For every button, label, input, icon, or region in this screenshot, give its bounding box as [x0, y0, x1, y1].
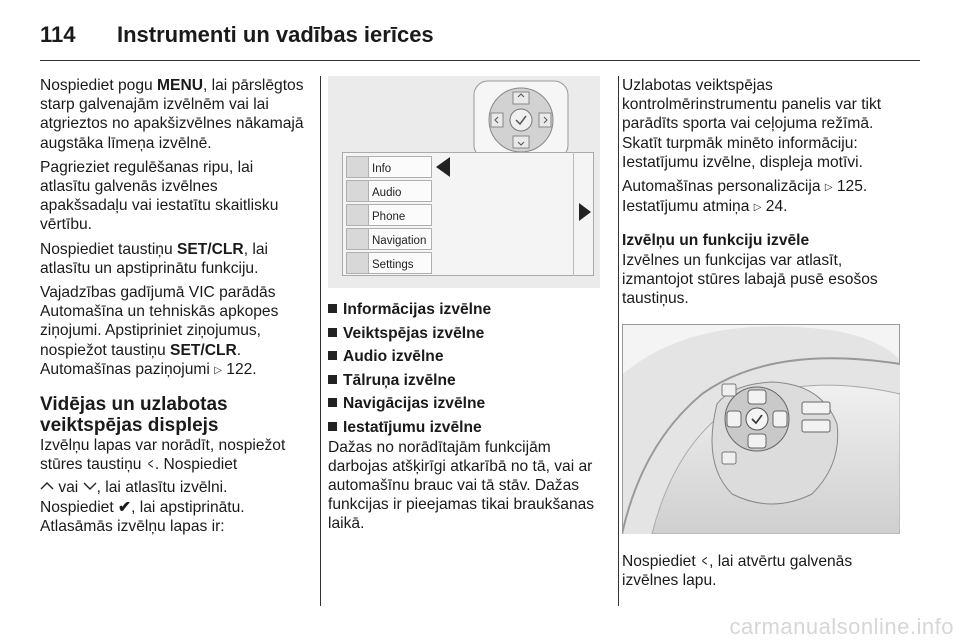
steering-wheel-controls-icon	[622, 324, 900, 534]
paragraph: Uzlabotas veiktspējas kontrolmērinstrumentu panelis var tikt parādīts sporta vai ceļojuma režīmā. Skatīt turpmāk minēto informāciju: Iestatījumu izvēlne, displeja motīvi.	[622, 77, 882, 171]
chevron-left-icon: <	[701, 553, 708, 571]
text: Izvēlņu lapas var norādīt, nospiežot stūres taustiņu	[40, 437, 286, 474]
column-middle	[328, 76, 608, 539]
text: Vajadzības gadījumā VIC parādās Automašīna un tehniskās apkopes ziņojumi. Apstipriniet ziņojumus, nospiežot taustiņu	[40, 284, 279, 359]
control-pad-icon	[473, 80, 569, 160]
list-item-text: Audio izvēlne	[343, 348, 444, 365]
column-divider	[618, 76, 619, 606]
list-item-text: Veiktspējas izvēlne	[343, 324, 485, 342]
text: , lai pārslēgtos starp galvenajām izvēlnēm vai lai atgrieztos no apakšizvēlnes nākamajā augstāka līmeņa izvēlnē.	[40, 77, 304, 152]
text: Automašīnas personalizācija	[622, 178, 825, 196]
subsection-heading: Izvēlņu un funkciju izvēle	[622, 232, 810, 250]
menu-display-figure	[328, 76, 600, 288]
text: . Nospiediet	[154, 456, 238, 474]
triangle-right-icon	[578, 202, 592, 222]
paragraph: Dažas no norādītajām funkcijām darbojas atšķirīgi atkarībā no tā, vai ar automašīnu brauc vai tā stāv. Dažas funkcijas ir pieejamas tikai braukšanas laikā.	[328, 438, 595, 533]
list-item-text: Tālruņa izvēlne	[343, 371, 456, 389]
chevron-left-icon: <	[147, 456, 154, 474]
chapter-title: Instrumenti un vadības ierīces	[117, 22, 434, 47]
text: Nospiediet taustiņu	[40, 240, 177, 258]
watermark: carmanualsonline.info	[729, 614, 954, 639]
paragraph: Pagrieziet regulēšanas ripu, lai atlasītu galvenās izvēlnes apakšsadaļu vai iestatītu skaitlisku vērtību.	[40, 158, 279, 234]
page-reference-icon: ▷	[753, 202, 762, 214]
menu-item-info[interactable]	[346, 156, 432, 178]
text: Iestatījumu atmiņa	[622, 198, 754, 216]
chevron-up-icon	[40, 481, 54, 491]
bullet-square-icon	[328, 422, 337, 431]
page-reference[interactable]: 125.	[836, 178, 868, 196]
column-left	[40, 76, 305, 541]
paragraph	[40, 498, 305, 517]
menu-item-audio[interactable]	[346, 180, 432, 202]
list-item	[328, 324, 608, 348]
menu-item-label: Navigation	[372, 235, 427, 247]
paragraph	[40, 76, 305, 153]
menu-button-label: MENU	[157, 77, 203, 94]
text: Automašīnas paziņojumi	[40, 360, 215, 378]
menu-item-label: Settings	[372, 259, 414, 271]
set-clr-label: SET/CLR	[176, 240, 244, 258]
list-item-text: Navigācijas izvēlne	[343, 395, 486, 412]
list-item	[328, 371, 608, 395]
paragraph	[40, 478, 305, 497]
set-clr-label: SET/CLR	[170, 341, 237, 359]
bullet-square-icon	[328, 351, 337, 360]
text: .	[236, 341, 242, 359]
music-icon	[347, 181, 369, 201]
text: Nospiediet pogu	[40, 77, 158, 94]
cross-reference	[622, 197, 912, 217]
paragraph	[622, 552, 912, 590]
bullet-square-icon	[328, 304, 337, 313]
text: vai	[54, 479, 83, 497]
text: , lai apstiprinātu.	[131, 498, 245, 516]
menu-item-label: Info	[372, 163, 392, 175]
info-icon	[347, 157, 369, 177]
page-number: 114	[40, 22, 76, 47]
steering-wheel-figure	[622, 324, 900, 534]
menu-list	[328, 300, 608, 438]
page-reference[interactable]: 122.	[226, 360, 257, 378]
cross-reference	[40, 360, 305, 380]
paragraph	[40, 436, 305, 474]
page-header	[40, 18, 920, 58]
bullet-square-icon	[328, 375, 337, 384]
chevron-down-icon	[83, 481, 97, 491]
paragraph	[40, 240, 305, 278]
text: Nospiediet	[40, 498, 119, 516]
list-item	[328, 418, 608, 438]
menu-item-settings[interactable]	[346, 252, 432, 274]
header-divider	[40, 60, 920, 61]
menu-item-phone[interactable]	[346, 204, 432, 226]
text: , lai atvērtu galvenās izvēlnes lapu.	[622, 553, 853, 590]
text: Nospiediet	[622, 553, 701, 571]
column-right	[622, 76, 912, 596]
paragraph	[40, 283, 305, 360]
navigation-icon	[347, 229, 369, 249]
list-item-text: Informācijas izvēlne	[343, 301, 492, 318]
settings-icon	[347, 253, 369, 273]
checkmark-icon: ✔	[118, 498, 132, 516]
list-item-text: Iestatījumu izvēlne	[343, 418, 482, 436]
menu-item-label: Audio	[372, 187, 402, 199]
triangle-left-icon	[435, 156, 451, 178]
list-item	[328, 394, 608, 418]
paragraph: Atlasāmās izvēlņu lapas ir:	[40, 517, 225, 535]
text: , lai atlasītu izvēlni.	[96, 479, 228, 497]
page-reference-icon: ▷	[824, 182, 833, 194]
list-item	[328, 300, 608, 324]
bullet-square-icon	[328, 328, 337, 337]
list-item	[328, 347, 608, 371]
menu-item-navigation[interactable]	[346, 228, 432, 250]
page-reference[interactable]: 24.	[765, 198, 788, 216]
text: , lai atlasītu un apstiprinātu funkciju.	[40, 240, 268, 277]
phone-icon	[347, 205, 369, 225]
page-reference-icon: ▷	[214, 364, 222, 376]
cross-reference	[622, 177, 912, 197]
menu-item-label: Phone	[372, 211, 406, 223]
paragraph: Izvēlnes un funkcijas var atlasīt, izmantojot stūres labajā pusē esošos taustiņus.	[622, 251, 878, 308]
section-heading: Vidējas un uzlabotas veiktspējas displejs	[40, 394, 228, 437]
menu-panel-divider	[573, 152, 574, 276]
bullet-square-icon	[328, 398, 337, 407]
column-divider	[320, 76, 321, 606]
